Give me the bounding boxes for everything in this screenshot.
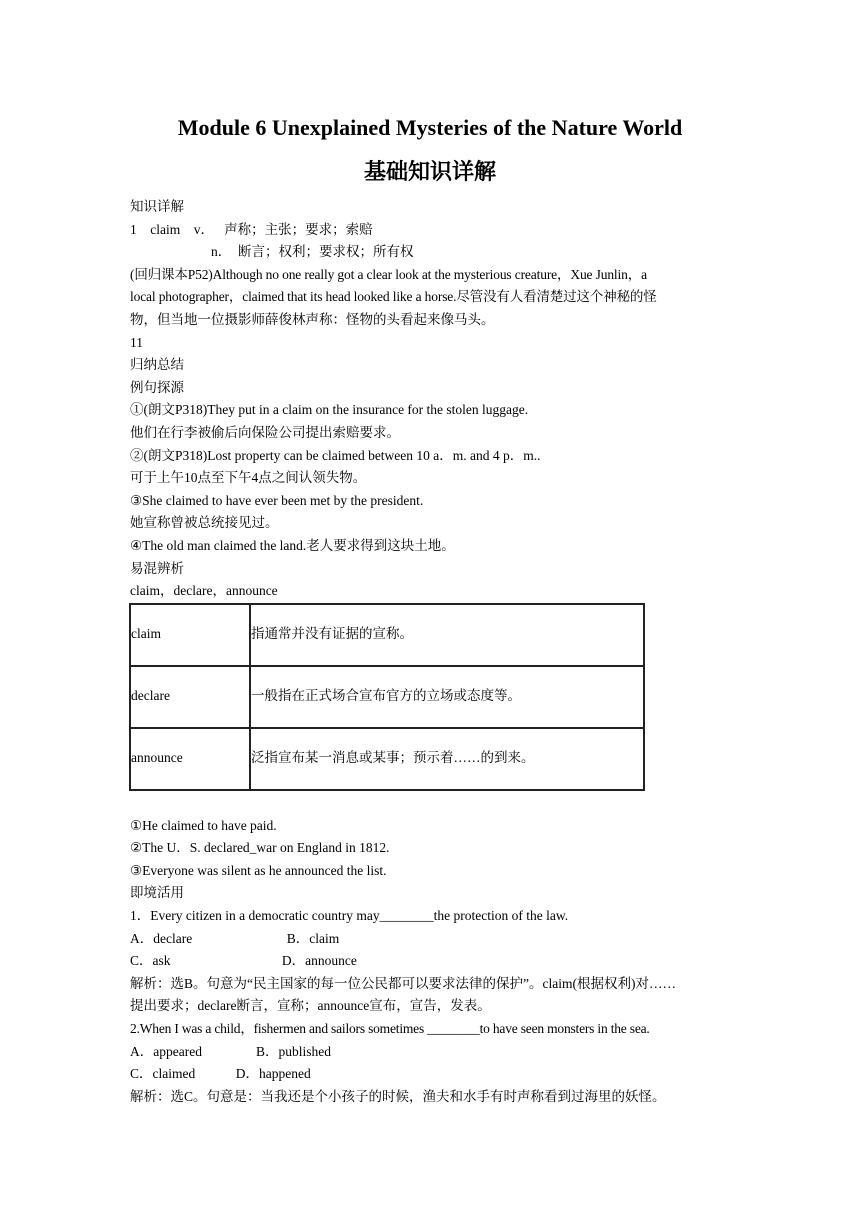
text-line: local photographer，claimed that its head looked like a horse.尽管没有人看清楚过这个神秘的怪 [130,289,657,305]
text-line: 知识详解 [130,199,184,214]
text-line: 解析：选B。句意为“民主国家的每一位公民都可以要求法律的保护”。claim(根据权利)对…… [130,975,676,991]
table-cell-word: declare [130,666,250,728]
text-line: 11 [130,334,143,350]
text-line: ④The old man claimed the land.老人要求得到这块土地。 [130,537,455,553]
table-cell-meaning: 泛指宣布某一消息或某事；预示着……的到来。 [250,728,644,790]
text-line: 易混辨析 [130,560,184,576]
table-cell-word: announce [130,728,250,790]
text-line: ③Everyone was silent as he announced the list. [130,862,387,878]
table-cell-meaning: 指通常并没有证据的宣称。 [250,604,644,666]
table-cell-meaning: 一般指在正式场合宣布官方的立场或态度等。 [250,666,644,728]
table-row [130,728,644,790]
text-line: claim，declare，announce [130,583,278,599]
text-line: A．appeared B．published [130,1043,331,1059]
text-line: 即境活用 [130,885,184,901]
text-line: ③She claimed to have ever been met by the president. [130,492,424,508]
table-cell-word: claim [130,604,250,666]
text-line: 他们在行李被偷后向保险公司提出索赔要求。 [130,424,400,440]
text-line: 可于上午10点至下午4点之间认领失物。 [130,470,367,486]
text-line: 她宣称曾被总统接见过。 [130,515,279,531]
text-line: ①He claimed to have paid. [130,817,277,833]
text-line: n． 断言；权利；要求权；所有权 [130,244,414,260]
text-line: 1 claim v． 声称；主张；要求；索赔 [130,221,373,237]
text-line: 例句探源 [130,379,184,395]
text-line: 1．Every citizen in a democratic country may________the protection of the law. [130,908,569,924]
comparison-table [129,603,645,791]
text-line: A．declare B．claim [130,930,340,946]
document-body [130,196,734,1108]
text-line: C．claimed D．happened [130,1066,311,1082]
text-line: ②The U．S. declared_war on England in 1812. [130,840,390,856]
text-line: (回归课本P52)Although no one really got a clear look at the mysterious creature，Xue Junlin，a [130,266,647,282]
text-line: ②(朗文P318)Lost property can be claimed between 10 a．m. and 4 p．m.. [130,447,541,463]
text-line: C．ask D．announce [130,953,357,969]
table-row [130,604,644,666]
text-line: 解析：选C。句意是：当我还是个小孩子的时候，渔夫和水手有时声称看到过海里的妖怪。 [130,1088,666,1104]
document-title: Module 6 Unexplained Mysteries of the Nature World [177,115,683,140]
text-line: 2.When I was a child，fishermen and sailors sometimes ________to have seen monsters in the sea. [130,1021,650,1037]
text-line: 物，但当地一位摄影师薛俊林声称：怪物的头看起来像马头。 [130,311,495,327]
text-line: ①(朗文P318)They put in a claim on the insurance for the stolen luggage. [130,402,529,418]
text-line: 归纳总结 [130,357,184,373]
document-subtitle: 基础知识详解 [363,160,496,185]
table-row [130,666,644,728]
text-line: 提出要求；declare断言，宣称；announce宣布，宣告，发表。 [130,998,491,1014]
